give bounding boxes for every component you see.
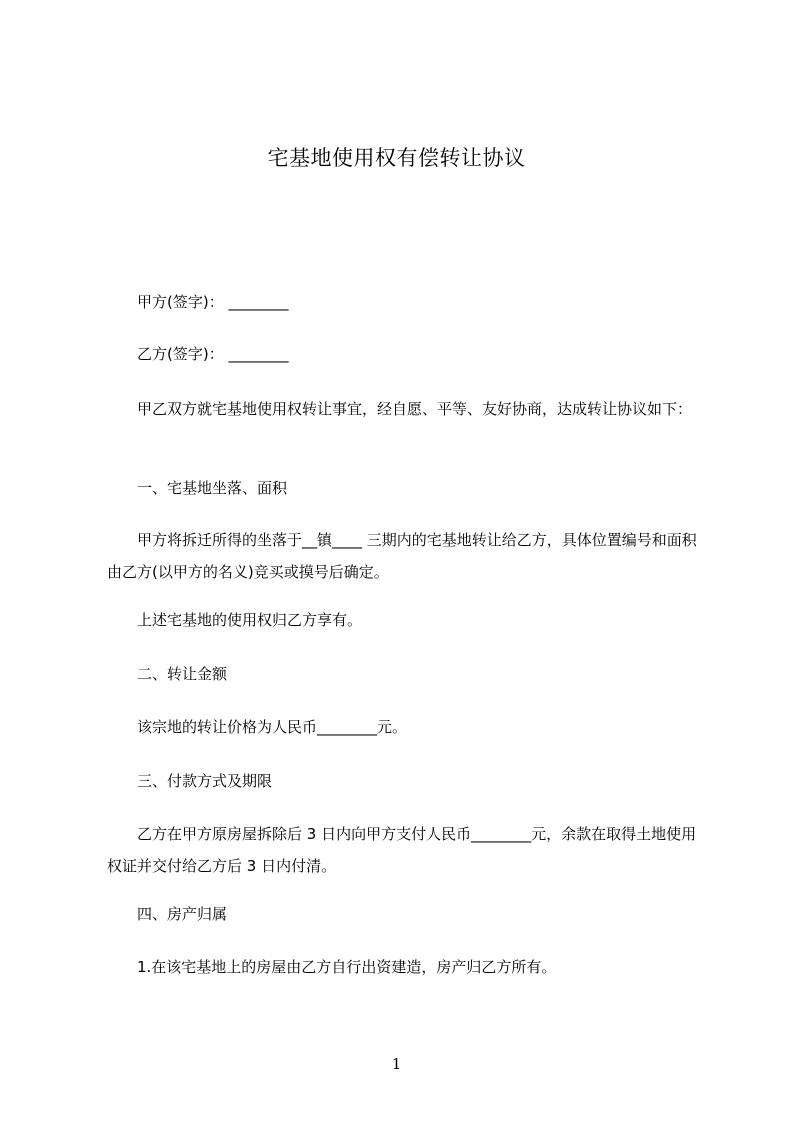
section-3-heading: 三、付款方式及期限 <box>137 772 273 790</box>
party-a-signature-line: 甲方(签字)： ________ <box>137 293 289 311</box>
section-2-heading: 二、转让金额 <box>137 665 228 683</box>
section-1-paragraph-2: 上述宅基地的使用权归乙方享有。 <box>137 611 363 629</box>
party-b-signature-line: 乙方(签字)： ________ <box>137 345 289 363</box>
section-4-heading: 四、房产归属 <box>137 905 228 923</box>
section-1-paragraph: 甲方将拆迁所得的坐落于__镇____ 三期内的宅基地转让给乙方，具体位置编号和面积由乙方(以甲方的名义)竞买或摸号后确定。 <box>107 531 697 581</box>
section-4-item-1: 1.在该宅基地上的房屋由乙方自行出资建造，房产归乙方所有。 <box>137 958 557 976</box>
section-1-heading: 一、宅基地坐落、面积 <box>137 479 288 497</box>
document-title: 宅基地使用权有偿转让协议 <box>267 146 526 170</box>
section-3-paragraph: 乙方在甲方原房屋拆除后 3 日内向甲方支付人民币________元，余款在取得土地使用权证并交付给乙方后 3 日内付清。 <box>107 825 697 875</box>
section-2-paragraph: 该宗地的转让价格为人民币________元。 <box>137 718 408 736</box>
page-number: 1 <box>391 1055 402 1073</box>
intro-paragraph: 甲乙双方就宅基地使用权转让事宜，经自愿、平等、友好协商，达成转让协议如下： <box>137 400 693 418</box>
